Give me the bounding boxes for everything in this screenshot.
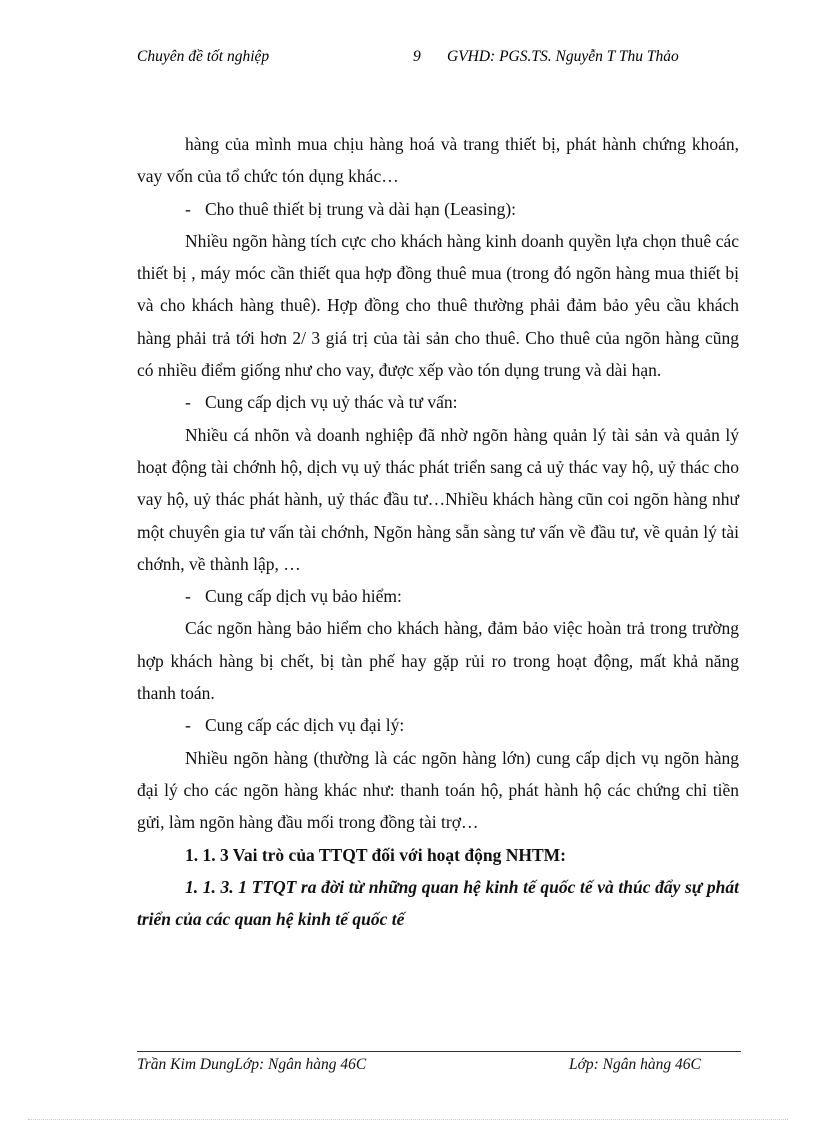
page-number: 9 <box>413 48 421 65</box>
paragraph-agency: Nhiều ngõn hàng (thường là các ngõn hàng lớn) cung cấp dịch vụ ngõn hàng đại lý cho các ngõn hàng khác như: thanh toán hộ, phát hành hộ các chứng chỉ tiền gửi, làm ngõn hàng đầu mối trong đồng tài trợ… <box>137 747 739 833</box>
paragraph-leasing: Nhiều ngõn hàng tích cực cho khách hàng kinh doanh quyền lựa chọn thuê các thiết bị , máy móc cần thiết qua hợp đồng thuê mua (trong đó ngõn hàng mua thiết bị và cho khách hàng thuê). Hợp đồng cho thuê thường phải đảm bảo yêu cầu khách hàng phải trả tới hơn 2/ 3 giá trị của tài sản cho thuê. Cho thuê của ngõn hàng cũng có nhiều điểm giống như cho vay, được xếp vào tón dụng trung và dài hạn. <box>137 230 739 381</box>
footer-class: Lớp: Ngân hàng 46C <box>569 1056 701 1073</box>
list-item-insurance <box>137 580 739 612</box>
list-item-label: Cung cấp các dịch vụ đại lý: <box>205 715 405 736</box>
header-advisor: GVHD: PGS.TS. Nguyễn T Thu Thảo <box>447 48 679 65</box>
paragraph-continuation: hàng của mình mua chịu hàng hoá và trang thiết bị, phát hành chứng khoán, vay vốn của tổ chức tón dụng khác… <box>137 134 739 187</box>
list-item-agency <box>137 709 739 741</box>
list-bullet: - <box>185 586 191 607</box>
subsection-heading: 1. 1. 3. 1 TTQT ra đời từ những quan hệ kinh tế quốc tế và thúc đẩy sự phát triển của các quan hệ kinh tế quốc tế <box>137 876 739 930</box>
paragraph-insurance: Các ngõn hàng bảo hiểm cho khách hàng, đảm bảo việc hoàn trả trong trường hợp khách hàng bị chết, bị tàn phế hay gặp rủi ro trong hoạt động, mất khả năng thanh toán. <box>137 618 739 704</box>
section-heading: 1. 1. 3 Vai trò của TTQT đối với hoạt động NHTM: <box>185 844 566 865</box>
list-item-leasing <box>137 193 739 225</box>
header-thesis-title: Chuyên đề tốt nghiệp <box>137 48 270 65</box>
page-header <box>137 48 737 72</box>
list-bullet: - <box>185 392 191 413</box>
footer-divider <box>137 1051 741 1052</box>
footer-author: Trần Kim DungLớp: Ngân hàng 46C <box>137 1056 367 1073</box>
paragraph-trust-advisory: Nhiều cá nhõn và doanh nghiệp đã nhờ ngõn hàng quản lý tài sản và quản lý hoạt động tài chớnh hộ, dịch vụ uỷ thác phát triển sang cả uỷ thác vay hộ, uỷ thác cho vay hộ, uỷ thác phát hành, uỷ thác đầu tư…Nhiều khách hàng cũn coi ngõn hàng như một chuyên gia tư vấn tài chớnh, Ngõn hàng sẵn sàng tư vấn về đầu tư, về quản lý tài chớnh, về thành lập, … <box>137 424 739 574</box>
page-bottom-dotted-line <box>28 1119 788 1120</box>
list-item-label: Cung cấp dịch vụ bảo hiểm: <box>205 586 402 607</box>
list-item-label: Cho thuê thiết bị trung và dài hạn (Leasing): <box>205 198 517 219</box>
list-item-trust-advisory <box>137 386 739 418</box>
list-item-label: Cung cấp dịch vụ uỷ thác và tư vấn: <box>205 392 458 413</box>
page-footer <box>137 1056 741 1078</box>
document-body <box>137 128 739 935</box>
list-bullet: - <box>185 715 191 736</box>
list-bullet: - <box>185 198 191 219</box>
